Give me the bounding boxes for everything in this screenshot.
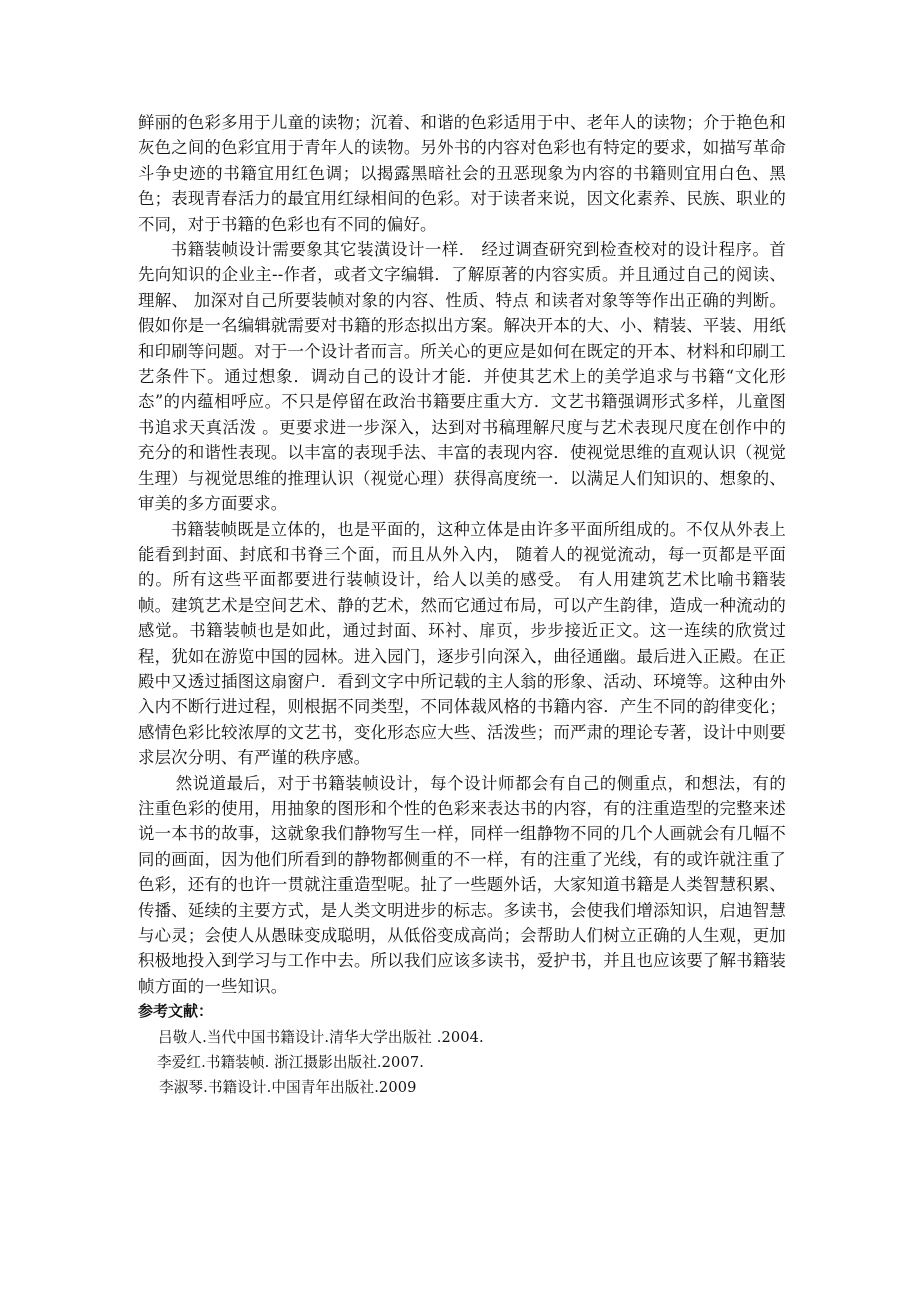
references-heading: 参考文献：: [138, 1002, 214, 1021]
reference-item: 李爱红.书籍装帧. 浙江摄影出版社.2007.: [157, 1054, 424, 1072]
paragraph-design-process: 书籍装帧设计需要象其它装潢设计一样． 经过调查研究到检查校对的设计程序。首先向知识的企业主--作者，或者文字编辑．了解原著的内容实质。并且通过自己的阅读、理解、 加深对自己所要装帧对象的内容、性质、特点 和读者对象等等作出正确的判断。假如你是一名编辑就需要对书籍的形态拟出方案。解决开本的大、小、精装、平装、用纸和印刷等问题。对于一个设计者而言。所关心的更应是如何在既定的开本、材料和印刷工艺条件下。通过想象．调动自己的设计才能．并使其艺术上的美学追求与书籍“文化形态”的内蕴相呼应。不只是停留在政治书籍要庄重大方．文艺书籍强调形式多样，儿童图书追求天真活泼 。更要求进一步深入，达到对书稿理解尺度与艺术表现尺度在创作中的充分的和谐性表现。以丰富的表现手法、丰富的表现内容．使视觉思维的直观认识（视觉生理）与视觉思维的推理认识（视觉心理）获得高度统一．以满足人们知识的、想象的、审美的多方面要求。: [138, 240, 786, 514]
reference-item: 李淑琴.书籍设计.中国青年出版社.2009: [159, 1079, 417, 1097]
paragraph-three-dimensional: 书籍装帧既是立体的，也是平面的，这种立体是由许多平面所组成的。不仅从外表上能看到封面、封底和书脊三个面，而且从外入内， 随着人的视觉流动，每一页都是平面的。所有这些平面都要进行装帧设计，给人以美的感受。 有人用建筑艺术比喻书籍装帧。建筑艺术是空间艺术、静的艺术，然而它通过布局，可以产生韵律，造成一种流动的感觉。书籍装帧也是如此，通过封面、环衬、扉页，步步接近正文。这一连续的欣赏过程，犹如在游览中国的园林。进入园门，逐步引向深入，曲径通幽。最后进入正殿。在正殿中又透过插图这扇窗户．看到文字中所记载的主人翁的形象、活动、环境等。这种由外入内不断行进过程，则根据不同类型，不同体裁风格的书籍内容．产生不同的韵律变化；感情色彩比较浓厚的文艺书，变化形态应大些、活泼些；而严肃的理论专著，设计中则要求层次分明、有严谨的秩序感。: [138, 519, 786, 768]
references-list: [138, 1025, 786, 1101]
document-page: [138, 110, 786, 1101]
paragraph-conclusion: 然说道最后，对于书籍装帧设计，每个设计师都会有自己的侧重点，和想法，有的注重色彩的使用，用抽象的图形和个性的色彩来表达书的内容，有的注重造型的完整来述说一本书的故事，这就象我们静物写生一样，同样一组静物不同的几个人画就会有几幅不同的画面，因为他们所看到的静物都侧重的不一样，有的注重了光线，有的或许就注重了色彩，还有的也许一贯就注重造型呢。扯了一些题外话，大家知道书籍是人类智慧积累、传播、延续的主要方式，是人类文明进步的标志。多读书，会使我们增添知识，启迪智慧与心灵；会使人从愚昧变成聪明，从低俗变成高尚；会帮助人们树立正确的人生观，更加积极地投入到学习与工作中去。所以我们应该多读书，爱护书，并且也应该要了解书籍装帧方面的一些知识。: [138, 773, 786, 996]
paragraph-color-usage: 鲜丽的色彩多用于儿童的读物；沉着、和谐的色彩适用于中、老年人的读物；介于艳色和灰色之间的色彩宜用于青年人的读物。另外书的内容对色彩也有特定的要求，如描写革命斗争史迹的书籍宜用红色调；以揭露黑暗社会的丑恶现象为内容的书籍则宜用白色、黑色；表现青春活力的最宜用红绿相间的色彩。对于读者来说，因文化素养、民族、职业的不同，对于书籍的色彩也有不同的偏好。: [138, 113, 786, 234]
reference-item: 吕敬人.当代中国书籍设计.清华大学出版社 .2004.: [158, 1028, 484, 1046]
references-section: [138, 999, 786, 1101]
